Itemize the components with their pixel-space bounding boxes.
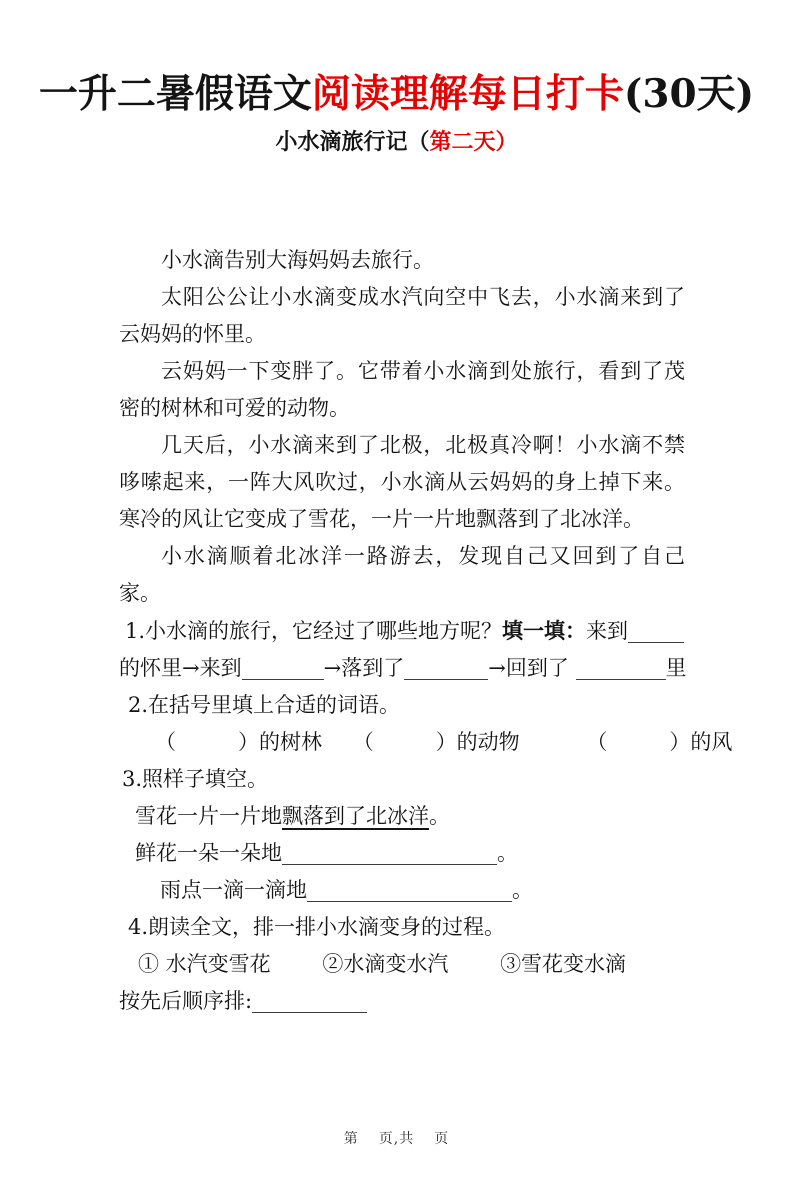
bracket-item-trees-label: ）的树林 [238,730,322,754]
question-1-line-1 [119,612,685,650]
fill-period: 。 [512,878,533,902]
question-3-fill-line-2 [119,872,685,909]
option-3: ③雪花变水滴 [500,952,627,976]
story-paragraph-5: 小水滴顺着北冰洋一路游去，发现自己又回到了自己家。 [119,544,685,605]
blank-line [576,656,666,680]
fill-prefix-flowers: 鲜花一朵一朵地 [135,841,282,865]
page-footer [0,1128,793,1148]
title-black-suffix: (30天) [623,71,755,117]
option-2: ②水滴变水汽 [322,952,449,976]
blank-line [628,619,684,643]
question-1-seg-2: →落到了 [323,656,405,680]
question-1-line-2 [119,650,685,687]
question-1-seg-1: 的怀里→来到 [119,656,242,680]
example-underlined-part: 飘落到了北冰洋 [282,804,429,828]
question-3-line [119,761,685,798]
bracket-item-animals [353,730,520,754]
blank-line [404,656,488,680]
worksheet-page [0,70,793,1147]
worksheet-content [119,242,733,1020]
subtitle-red-part: 第二天） [429,128,518,155]
open-paren: （ [586,730,608,754]
question-4-line [119,909,685,946]
blank-line [252,989,367,1013]
questions-section [119,612,733,1020]
footer-page-middle: 页,共 [378,1131,415,1147]
question-3-example-line [119,798,685,835]
open-paren: （ [155,730,176,754]
question-4-options-row [119,946,685,983]
bracket-item-wind [586,730,732,754]
fill-period: 。 [497,841,518,865]
story-section [119,242,685,612]
question-1-cometo: 来到 [586,619,629,643]
title-red-highlight: 阅读理解每日打卡 [311,71,624,117]
option-1: ① 水汽变雪花 [138,952,271,976]
lesson-subtitle [0,128,793,157]
bracket-item-trees [155,730,322,754]
open-paren: （ [352,730,374,754]
footer-page-prefix: 第 [343,1131,359,1147]
title-black-prefix: 一升二暑假语文 [38,71,312,117]
question-4-text: 4.朗读全文，排一排小水滴变身的过程。 [128,915,506,939]
example-period: 。 [429,804,450,828]
story-paragraph-1: 小水滴告别大海妈妈去旅行。 [161,248,434,272]
blank-line [307,878,512,902]
question-3-text: 3.照样子填空。 [122,767,269,791]
question-1-seg-4: 里 [665,656,687,680]
story-paragraph-4: 几天后，小水滴来到了北极，北极真冷啊！小水滴不禁哆嗦起来，一阵大风吹过，小水滴从云妈妈的身上掉下来。寒冷的风让它变成了雪花，一片一片地飘落到了北冰洋。 [119,433,685,531]
bracket-item-wind-label: ）的风 [669,730,733,754]
blank-line [282,841,497,865]
question-1-bold-label: 填一填： [502,618,587,643]
question-3-fill-line-1 [119,835,685,872]
question-2-text: 2.在括号里填上合适的词语。 [128,693,401,717]
order-label: 按先后顺序排: [119,989,253,1013]
blank-line [242,656,324,680]
example-prefix: 雪花一片一片地 [135,804,282,828]
bracket-item-animals-label: ）的动物 [435,730,520,754]
story-paragraph-2: 太阳公公让小水滴变成水汽向空中飞去，小水滴来到了云妈妈的怀里。 [119,285,685,346]
question-2-line [119,687,685,724]
page-title [0,70,793,119]
question-4-order-line [119,983,685,1020]
fill-prefix-raindrops: 雨点一滴一滴地 [160,878,307,902]
subtitle-black-part: 小水滴旅行记（ [275,128,430,155]
question-2-bracket-row [119,724,733,761]
story-paragraph-3: 云妈妈一下变胖了。它带着小水滴到处旅行，看到了茂密的树林和可爱的动物。 [119,359,685,420]
question-1-text: 1.小水滴的旅行，它经过了哪些地方呢？ [125,619,503,643]
question-1-seg-3: →回到了 [488,656,569,680]
footer-page-suffix: 页 [434,1131,450,1147]
